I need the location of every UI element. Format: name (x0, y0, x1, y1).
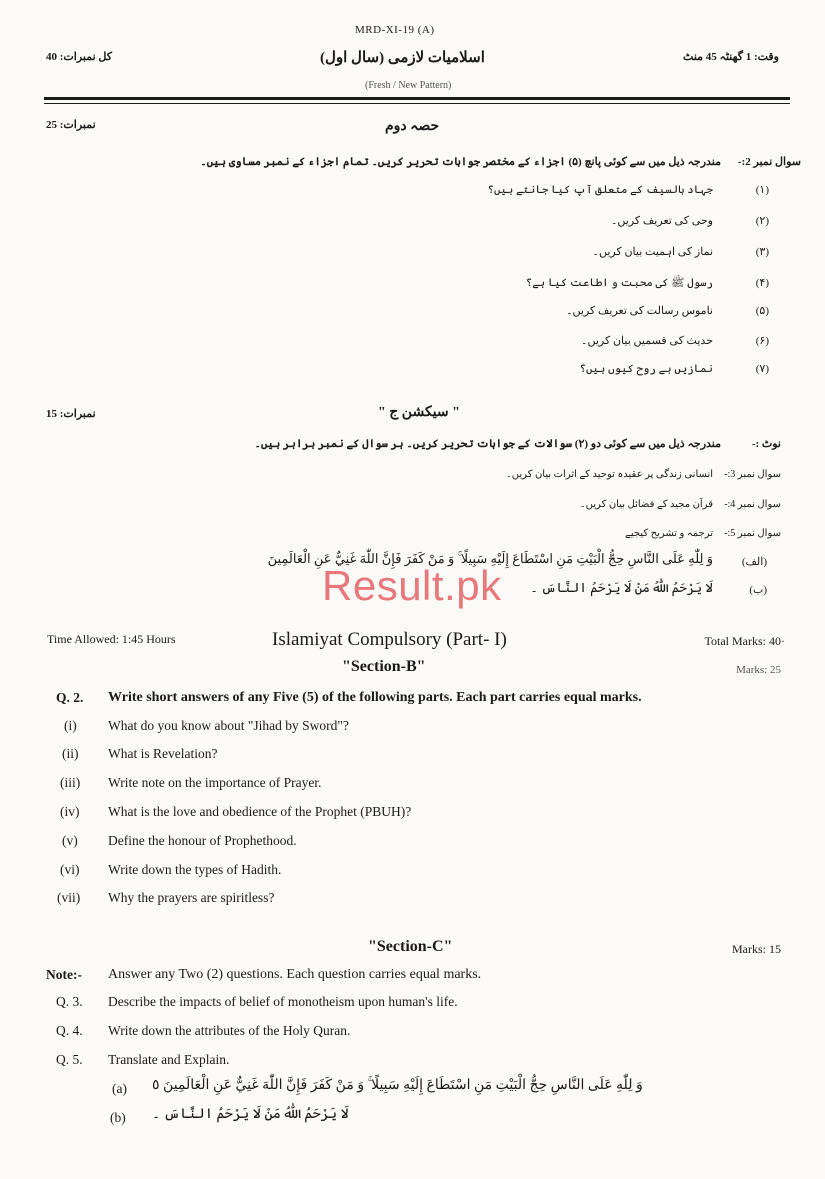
list-item-text: What do you know about "Jihad by Sword"? (108, 718, 349, 733)
urdu-item-text: نماز کی اہمیت بیان کریں۔ (592, 246, 713, 258)
list-item-num: (iii) (60, 775, 81, 790)
paper-title: Islamiyat Compulsory (Part- I) (272, 629, 507, 650)
urdu-item-num: (۲) (755, 215, 769, 227)
section-b-marks: Marks: 25 (736, 664, 781, 676)
q4-label: Q. 4. (56, 1023, 83, 1038)
urdu-item-text: حدیث کی قسمیں بیان کریں۔ (581, 335, 713, 347)
section-b-title: "Section-B" (342, 658, 426, 675)
urdu-section-c-marks: نمبرات: 15 (46, 408, 96, 420)
urdu-arabic-label-a: (الف) (741, 556, 767, 568)
urdu-item-text: وحی کی تعریف کریں۔ (610, 215, 713, 227)
urdu-item-text: رسول ﷺ کی محبت و اطاعت کیا ہے؟ (525, 277, 713, 289)
list-item-text: Write note on the importance of Prayer. (108, 775, 322, 790)
urdu-note-text: مندرجہ ذیل میں سے کوئی دو (۲) سوالات کے جوابات تحریر کریں۔ ہر سوال کے نمبر برابر ہیں۔ (254, 438, 721, 450)
section-c-title: "Section-C" (368, 938, 453, 955)
urdu-item-text: جہاد بالسیف کے متعلق آپ کیا جانتے ہیں؟ (487, 184, 713, 196)
paper-code: MRD-XI-19 (A) (355, 24, 435, 36)
verse-b: لَا يَرْحَمُ اللّٰهُ مَنْ لَا يَرْحَمُ النَّاسَ ۔ (152, 1107, 349, 1122)
q2-instructions: Write short answers of any Five (5) of the following parts. Each part carries equal marks. (108, 690, 642, 705)
header-rule-top (44, 97, 790, 100)
q3-text: Describe the impacts of belief of monotheism upon human's life. (108, 994, 458, 1009)
urdu-item-num: (۴) (755, 277, 769, 289)
urdu-time: وقت: 1 گھنٹہ 45 منٹ (683, 51, 779, 63)
list-item-num: (ii) (62, 746, 79, 761)
q5-label: Q. 5. (56, 1052, 83, 1067)
header-rule-bottom (44, 103, 790, 104)
urdu-item-text: نمازیں بے روح کیوں ہیں؟ (579, 363, 713, 375)
urdu-q2-text: مندرجہ ذیل میں سے کوئی پانچ (۵) اجزاء کے مختصر جوابات تحریر کریں۔ تمام اجزاء کے نمبر مساوی ہیں۔ (200, 156, 721, 168)
list-item-text: What is the love and obedience of the Prophet (PBUH)? (108, 804, 412, 819)
q4-text: Write down the attributes of the Holy Quran. (108, 1023, 351, 1038)
urdu-q2-label: سوال نمبر 2:- (737, 156, 801, 168)
verse-a-label: (a) (112, 1081, 127, 1096)
total-marks: Total Marks: 40· (704, 634, 785, 648)
list-item-num: (i) (64, 718, 77, 733)
urdu-total-marks: کل نمبرات: 40 (46, 51, 112, 63)
urdu-q5-text: ترجمہ و تشریح کیجیے (624, 528, 713, 539)
urdu-item-num: (۵) (755, 305, 769, 317)
list-item-num: (iv) (60, 804, 80, 819)
list-item-num: (v) (62, 833, 78, 848)
urdu-note-label: نوٹ :- (751, 438, 781, 450)
urdu-item-num: (۱) (755, 184, 769, 196)
list-item-text: Define the honour of Prophethood. (108, 833, 297, 848)
note-text: Answer any Two (2) questions. Each question carries equal marks. (108, 967, 482, 982)
urdu-arabic-verse-a: وَ لِلّٰهِ عَلَى النَّاسِ حِجُّ الْبَيْتِ مَنِ اسْتَطَاعَ إِلَيْهِ سَبِيلًا ۚ وَ مَنْ كَفَرَ فَإِنَّ اللّٰهَ غَنِيٌّ عَنِ الْعَالَمِينَ (267, 551, 713, 566)
q3-label: Q. 3. (56, 994, 83, 1009)
q2-label: Q. 2. (56, 690, 84, 705)
urdu-section-c-title: " سیکشن ج " (378, 405, 460, 420)
urdu-section-b-title: حصہ دوم (385, 119, 440, 134)
urdu-q3-label: سوال نمبر 3:- (724, 469, 781, 480)
time-allowed: Time Allowed: 1:45 Hours (47, 632, 176, 646)
list-item-num: (vi) (60, 862, 80, 877)
verse-a: وَ لِلّٰهِ عَلَى النَّاسِ حِجُّ الْبَيْتِ مَنِ اسْتَطَاعَ إِلَيْهِ سَبِيلًا ۚ وَ مَنْ كَفَرَ فَإِنَّ اللّٰهَ غَنِيٌّ عَنِ الْعَالَمِينَ ٥ (152, 1078, 643, 1093)
note-label: Note:- (46, 967, 82, 982)
urdu-q3-text: انسانی زندگی پر عقیدہ توحید کے اثرات بیان کریں۔ (505, 469, 713, 480)
urdu-item-num: (۷) (755, 363, 769, 375)
urdu-title: اسلامیات لازمی (سال اول) (320, 50, 485, 66)
urdu-section-b-marks: نمبرات: 25 (46, 119, 96, 131)
result-pk-watermark: Result.pk (322, 562, 502, 609)
urdu-arabic-verse-b: لَا يَرْحَمُ اللّٰهُ مَنْ لَا يَرْحَمُ النَّاسَ ۔ (530, 580, 713, 595)
list-item-num: (vii) (57, 890, 81, 905)
verse-b-label: (b) (110, 1110, 126, 1125)
urdu-q4-text: قرآن مجید کے فضائل بیان کریں۔ (579, 499, 713, 510)
q5-text: Translate and Explain. (108, 1052, 230, 1067)
list-item-text: What is Revelation? (108, 746, 218, 761)
urdu-item-text: ناموس رسالت کی تعریف کریں۔ (566, 305, 713, 317)
urdu-q5-label: سوال نمبر 5:- (724, 528, 781, 539)
list-item-text: Why the prayers are spiritless? (108, 890, 275, 905)
urdu-q4-label: سوال نمبر 4:- (724, 499, 781, 510)
urdu-item-num: (۳) (755, 246, 769, 258)
urdu-item-num: (۶) (755, 335, 769, 347)
fresh-pattern-label: (Fresh / New Pattern) (365, 80, 452, 91)
urdu-arabic-label-b: (ب) (749, 584, 767, 596)
list-item-text: Write down the types of Hadith. (108, 862, 282, 877)
section-c-marks: Marks: 15 (732, 942, 781, 956)
